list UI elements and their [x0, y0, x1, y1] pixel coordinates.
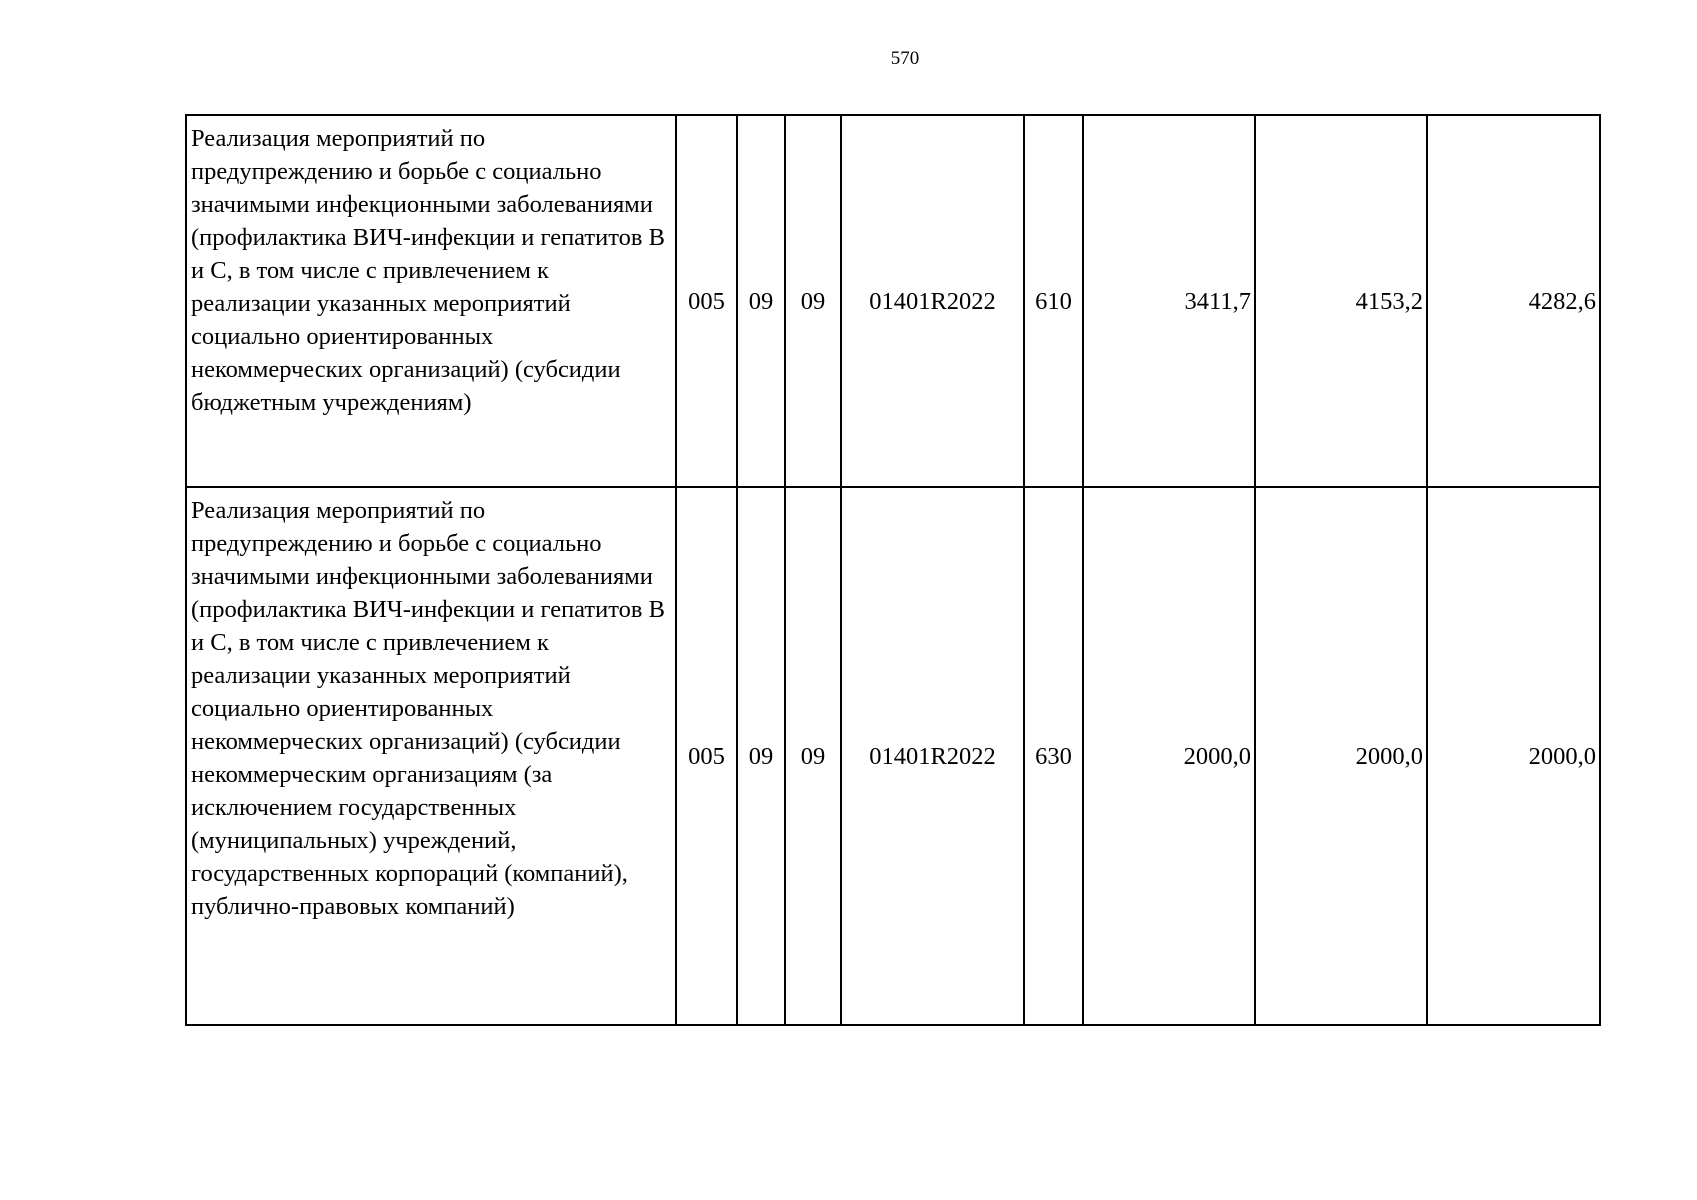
target-article-cell: 01401R2022 — [841, 115, 1024, 487]
description-cell: Реализация мероприятий по предупреждению и борьбе с социально значимыми инфекционными заболеваниями (профилактика ВИЧ-инфекции и гепатитов В и С, в том числе с привлечением к реализации указанных мероприятий социально ориентированных некоммерческих организаций) (субсидии бюджетным учреждениям) — [186, 115, 676, 487]
table-row — [186, 115, 1600, 487]
description-cell: Реализация мероприятий по предупреждению и борьбе с социально значимыми инфекционными заболеваниями (профилактика ВИЧ-инфекции и гепатитов В и С, в том числе с привлечением к реализации указанных мероприятий социально ориентированных некоммерческих организаций) (субсидии некоммерческим организациям (за исключением государственных (муниципальных) учреждений, государственных корпораций (компаний), публично-правовых компаний) — [186, 487, 676, 1025]
ministry-code-cell: 005 — [676, 487, 737, 1025]
amount-1-cell: 3411,7 — [1083, 115, 1255, 487]
target-article-cell: 01401R2022 — [841, 487, 1024, 1025]
budget-table — [185, 114, 1601, 1026]
subsection-code-cell: 09 — [785, 115, 841, 487]
expense-type-cell: 610 — [1024, 115, 1083, 487]
page-number: 570 — [890, 48, 920, 69]
section-code-cell: 09 — [737, 487, 785, 1025]
amount-2-cell: 2000,0 — [1255, 487, 1427, 1025]
amount-1-cell: 2000,0 — [1083, 487, 1255, 1025]
amount-3-cell: 2000,0 — [1427, 487, 1600, 1025]
amount-2-cell: 4153,2 — [1255, 115, 1427, 487]
section-code-cell: 09 — [737, 115, 785, 487]
expense-type-cell: 630 — [1024, 487, 1083, 1025]
table-row — [186, 487, 1600, 1025]
amount-3-cell: 4282,6 — [1427, 115, 1600, 487]
subsection-code-cell: 09 — [785, 487, 841, 1025]
ministry-code-cell: 005 — [676, 115, 737, 487]
